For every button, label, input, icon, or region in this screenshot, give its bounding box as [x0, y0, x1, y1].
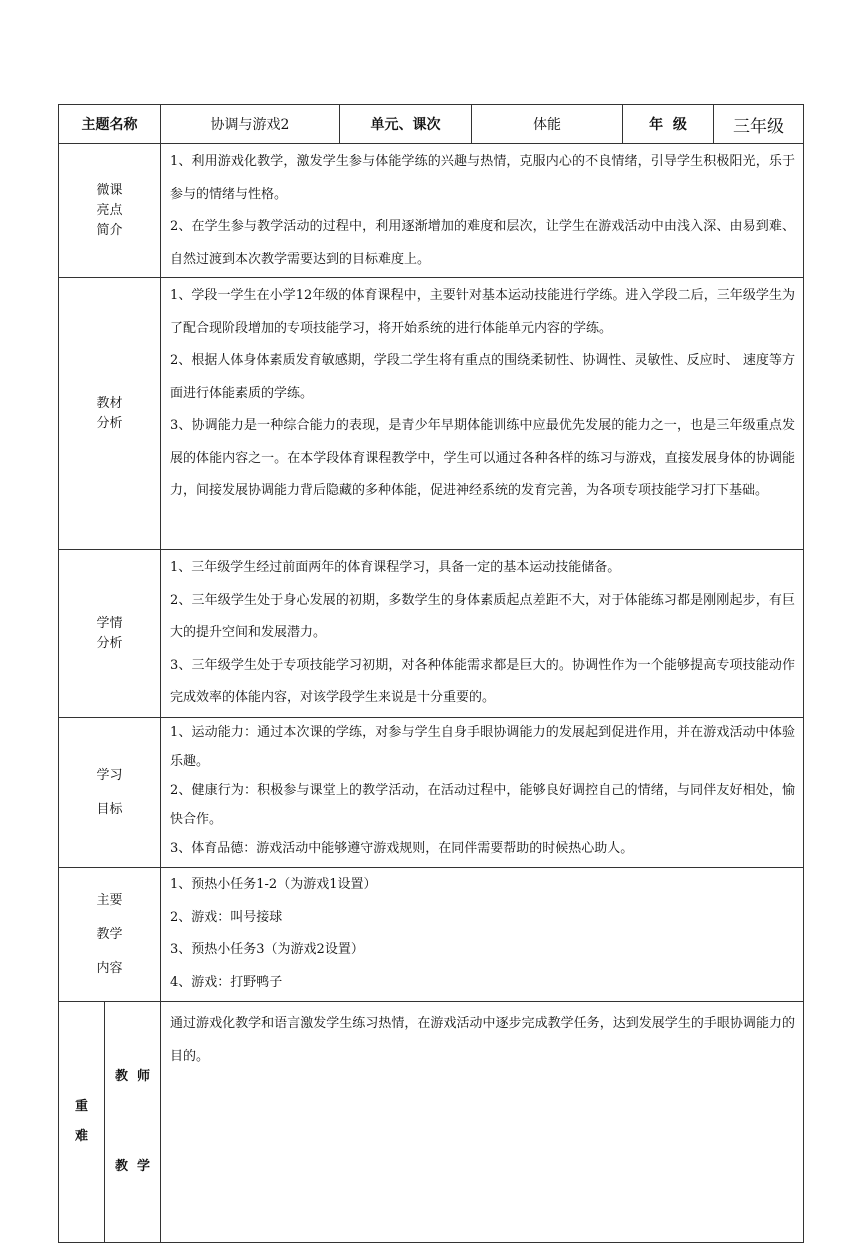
keypoints-text — [161, 1002, 804, 1243]
paragraph: 2、三年级学生处于身心发展的初期，多数学生的身体素质起点差距不大，对于体能练习都是刚刚起步，有巨大的提升空间和发展潜力。 — [170, 592, 795, 640]
goals-label — [59, 718, 161, 868]
lesson-plan-table — [58, 104, 804, 1243]
paragraph: 4、游戏：打野鸭子 — [170, 974, 283, 990]
material-label — [59, 278, 161, 550]
paragraph: 2、在学生参与教学活动的过程中，利用逐渐增加的难度和层次，让学生在游戏活动中由浅入深、由易到难、自然过渡到本次教学需要达到的目标难度上。 — [170, 219, 795, 267]
label-line: 主要 — [96, 892, 123, 908]
goals-row — [59, 718, 804, 868]
topic-value: 协调与游戏2 — [161, 105, 340, 144]
highlights-row — [59, 144, 804, 278]
unit-label: 单元、课次 — [340, 105, 472, 144]
header-row — [59, 105, 804, 144]
paragraph: 1、学段一学生在小学12年级的体育课程中，主要针对基本运动技能进行学练。进入学段二后，三年级学生为了配合现阶段增加的专项技能学习，将开始系统的进行体能单元内容的学练。 — [170, 288, 795, 336]
paragraph: 2、根据人体身体素质发育敏感期，学段二学生将有重点的围绕柔韧性、协调性、灵敏性、反应时、 速度等方面进行体能素质的学练。 — [170, 353, 795, 401]
label-line: 难 — [74, 1129, 88, 1144]
paragraph: 3、预热小任务3（为游戏2设置） — [170, 942, 364, 957]
paragraph: 通过游戏化教学和语言激发学生练习热情，在游戏活动中逐步完成教学任务，达到发展学生的手眼协调能力的目的。 — [170, 1016, 795, 1064]
keypoints-outer-label — [59, 1002, 105, 1243]
material-text — [161, 278, 804, 550]
keypoints-row — [59, 1002, 804, 1243]
grade-value: 三年级 — [714, 105, 804, 144]
highlights-text — [161, 144, 804, 278]
label-line: 教 学 — [114, 1159, 151, 1174]
paragraph: 2、游戏：叫号接球 — [170, 909, 283, 925]
label-line: 亮点 — [96, 202, 123, 218]
paragraph: 3、体育品德：游戏活动中能够遵守游戏规则，在同伴需要帮助的时候热心助人。 — [170, 841, 634, 856]
content-label — [59, 868, 161, 1002]
label-line: 内容 — [96, 960, 123, 976]
students-row — [59, 550, 804, 718]
label-line: 学习 — [96, 767, 123, 783]
paragraph: 3、协调能力是一种综合能力的表现，是青少年早期体能训练中应最优先发展的能力之一，也是三年级重点发展的体能内容之一。在本学段体育课程教学中，学生可以通过各种各样的练习与游戏，直接发展身体的协调能力，间接发展协调能力背后隐藏的多种体能，促进神经系统的发育完善，为各项专项技能学习打下基础。 — [170, 418, 795, 498]
label-line: 目标 — [96, 801, 123, 817]
paragraph: 1、利用游戏化教学，激发学生参与体能学练的兴趣与热情，克服内心的不良情绪，引导学生积极阳光，乐于参与的情绪与性格。 — [170, 154, 795, 202]
label-line: 学情 — [96, 615, 123, 631]
grade-label: 年 级 — [623, 105, 714, 144]
material-row — [59, 278, 804, 550]
label-line: 教 师 — [114, 1069, 151, 1084]
paragraph: 1、运动能力：通过本次课的学练，对参与学生自身手眼协调能力的发展起到促进作用，并在游戏活动中体验乐趣。 — [170, 725, 795, 769]
label-line: 重 — [74, 1099, 88, 1114]
content-row — [59, 868, 804, 1002]
students-text — [161, 550, 804, 718]
unit-value: 体能 — [472, 105, 623, 144]
topic-label: 主题名称 — [59, 105, 161, 144]
content-text — [161, 868, 804, 1002]
goals-text — [161, 718, 804, 868]
label-line: 教材 — [96, 395, 123, 411]
highlights-label — [59, 144, 161, 278]
paragraph: 1、三年级学生经过前面两年的体育课程学习，具备一定的基本运动技能储备。 — [170, 560, 621, 575]
label-line: 分析 — [96, 415, 123, 431]
label-line: 教学 — [96, 926, 123, 942]
label-line: 微课 — [96, 182, 123, 198]
label-line: 简介 — [96, 222, 123, 238]
label-line: 分析 — [96, 635, 123, 651]
paragraph: 2、健康行为：积极参与课堂上的教学活动，在活动过程中，能够良好调控自己的情绪，与同伴友好相处，愉快合作。 — [170, 783, 795, 827]
students-label — [59, 550, 161, 718]
paragraph: 3、三年级学生处于专项技能学习初期，对各种体能需求都是巨大的。协调性作为一个能够提高专项技能动作完成效率的体能内容，对该学段学生来说是十分重要的。 — [170, 657, 795, 705]
keypoints-inner-label — [105, 1002, 161, 1243]
paragraph: 1、预热小任务1-2（为游戏1设置） — [170, 877, 377, 892]
